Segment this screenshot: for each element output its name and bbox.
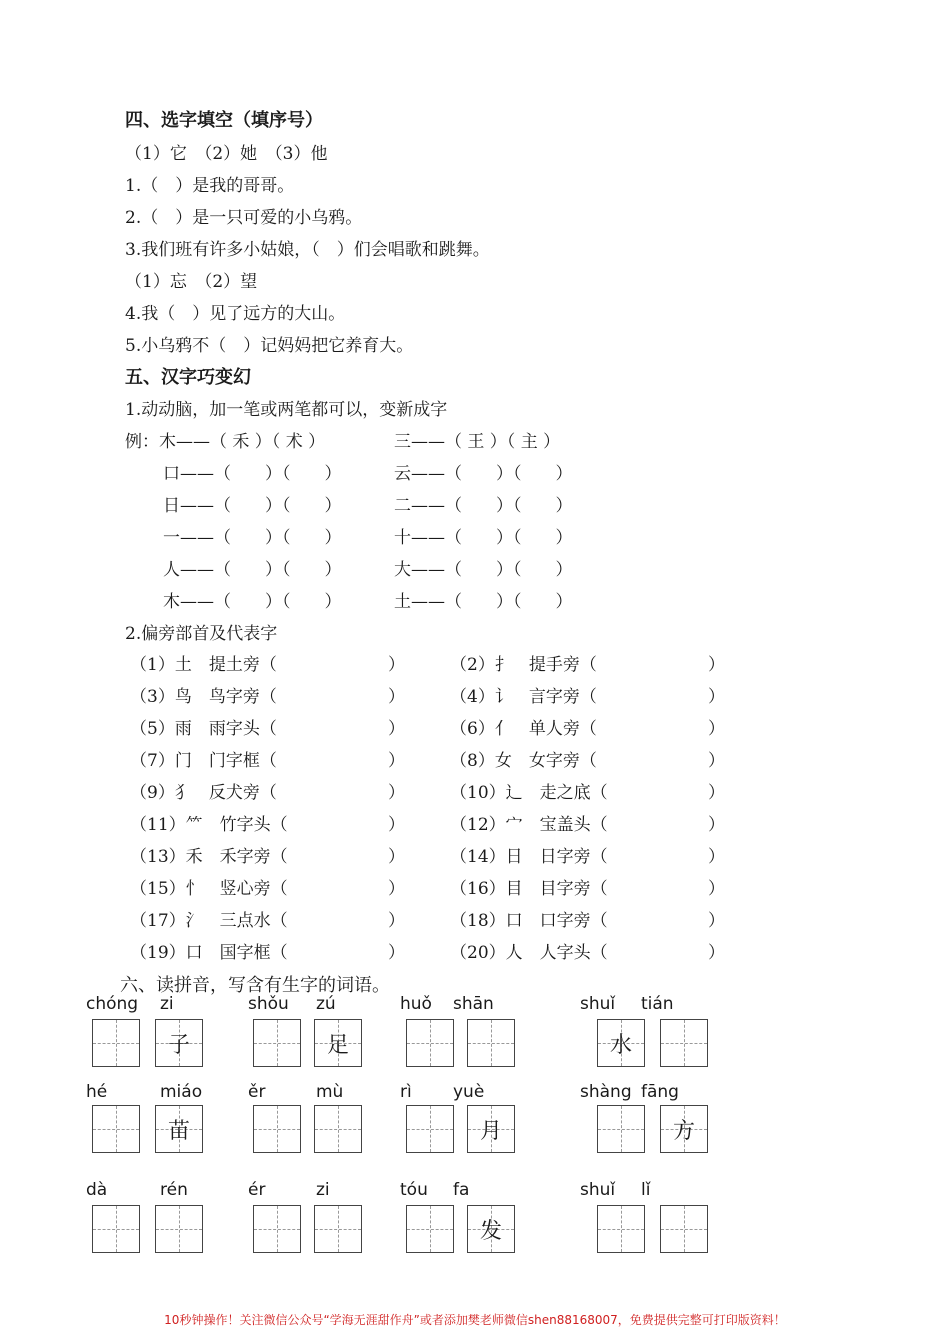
writing-box[interactable] — [660, 1019, 708, 1067]
transform-row-right: 三——（ 王 ）（ 主 ） — [394, 432, 561, 452]
question-1: 1.（ ）是我的哥哥。 — [125, 176, 295, 196]
box-char — [661, 1020, 707, 1066]
subsection-title: 2.偏旁部首及代表字 — [125, 624, 278, 644]
radical-close: ） — [388, 847, 405, 867]
pinyin-label: zú — [316, 994, 336, 1014]
pinyin-label: hé — [86, 1082, 108, 1102]
pinyin-label: yuè — [453, 1082, 485, 1102]
writing-box[interactable] — [467, 1105, 515, 1153]
question-2: 2.（ ）是一只可爱的小乌鸦。 — [125, 208, 363, 228]
pinyin-label: ěr — [248, 1082, 266, 1102]
transform-row-left: 口——（ ）（ ） — [163, 464, 342, 484]
radical-item: （1）土 提土旁（ — [130, 655, 277, 675]
radical-item: （10）辶 走之底（ — [450, 783, 608, 803]
box-char — [598, 1106, 644, 1152]
writing-box[interactable] — [597, 1019, 645, 1067]
transform-row-left: 日——（ ）（ ） — [163, 496, 342, 516]
writing-box[interactable] — [467, 1019, 515, 1067]
writing-box[interactable] — [467, 1205, 515, 1253]
transform-row-left: 人——（ ）（ ） — [163, 560, 342, 580]
writing-box[interactable] — [406, 1019, 454, 1067]
pinyin-label: huǒ — [400, 994, 432, 1014]
pinyin-label: shuǐ — [580, 1180, 616, 1200]
pinyin-label: rì — [400, 1082, 412, 1102]
radical-close: ） — [388, 943, 405, 963]
writing-box[interactable] — [314, 1205, 362, 1253]
radical-item: （16）目 目字旁（ — [450, 879, 608, 899]
radical-item: （11）⺮ 竹字头（ — [130, 815, 288, 835]
radical-item: （8）女 女字旁（ — [450, 751, 597, 771]
pinyin-label: zi — [316, 1180, 330, 1200]
box-char — [315, 1106, 361, 1152]
transform-row-left: 一——（ ）（ ） — [163, 528, 342, 548]
pinyin-label: lǐ — [641, 1180, 651, 1200]
box-char — [254, 1206, 300, 1252]
pinyin-label: tóu — [400, 1180, 428, 1200]
question-3: 3.我们班有许多小姑娘，（ ）们会唱歌和跳舞。 — [125, 240, 490, 260]
radical-close: ） — [708, 655, 725, 675]
box-char — [407, 1206, 453, 1252]
transform-row-right: 土——（ ）（ ） — [394, 592, 573, 612]
writing-box[interactable] — [155, 1205, 203, 1253]
radical-close: ） — [388, 687, 405, 707]
writing-box[interactable] — [253, 1105, 301, 1153]
radical-item: （14）日 日字旁（ — [450, 847, 608, 867]
box-char: 水 — [609, 1032, 632, 1058]
radical-close: ） — [388, 815, 405, 835]
radical-item: （7）门 门字框（ — [130, 751, 277, 771]
box-char: 方 — [672, 1118, 695, 1144]
pinyin-label: shàng — [580, 1082, 632, 1102]
pinyin-label: ér — [248, 1180, 266, 1200]
radical-item: （12）宀 宝盖头（ — [450, 815, 608, 835]
box-char — [407, 1020, 453, 1066]
subsection-title: 1.动动脑，加一笔或两笔都可以，变新成字 — [125, 400, 448, 420]
transform-row-right: 云——（ ）（ ） — [394, 464, 573, 484]
box-char: 发 — [479, 1218, 502, 1244]
box-char — [93, 1206, 139, 1252]
pinyin-label: miáo — [160, 1082, 203, 1102]
radical-close: ） — [388, 655, 405, 675]
section-4-title: 四、选字填空（填序号） — [125, 110, 323, 131]
transform-row-left: 例：木——（ 禾 ）（ 术 ） — [125, 432, 326, 452]
pinyin-label: shān — [453, 994, 494, 1014]
pinyin-label: shǒu — [248, 994, 289, 1014]
writing-box[interactable] — [253, 1205, 301, 1253]
transform-row-right: 大——（ ）（ ） — [394, 560, 573, 580]
box-char: 子 — [167, 1032, 190, 1058]
writing-box[interactable] — [92, 1019, 140, 1067]
transform-row-right: 十——（ ）（ ） — [394, 528, 573, 548]
section-6-title: 六、读拼音，写含有生字的词语。 — [120, 975, 390, 996]
box-char — [254, 1020, 300, 1066]
box-char — [315, 1206, 361, 1252]
writing-box[interactable] — [597, 1105, 645, 1153]
radical-item: （6）亻 单人旁（ — [450, 719, 597, 739]
box-char — [407, 1106, 453, 1152]
transform-row-left: 木——（ ）（ ） — [163, 592, 342, 612]
pinyin-label: zi — [160, 994, 174, 1014]
radical-item: （2）扌 提手旁（ — [450, 655, 597, 675]
section-5-title: 五、汉字巧变幻 — [125, 367, 251, 388]
pinyin-label: fa — [453, 1180, 470, 1200]
pinyin-label: mù — [316, 1082, 344, 1102]
writing-box[interactable] — [314, 1019, 362, 1067]
radical-close: ） — [708, 847, 725, 867]
writing-box[interactable] — [155, 1105, 203, 1153]
box-char: 月 — [479, 1118, 502, 1144]
radical-close: ） — [708, 687, 725, 707]
radical-item: （3）鸟 鸟字旁（ — [130, 687, 277, 707]
pinyin-label: rén — [160, 1180, 188, 1200]
box-char — [156, 1206, 202, 1252]
box-char — [661, 1206, 707, 1252]
writing-box[interactable] — [660, 1105, 708, 1153]
pinyin-label: fāng — [641, 1082, 679, 1102]
question-5: 5.小乌鸦不（ ）记妈妈把它养育大。 — [125, 336, 414, 356]
radical-close: ） — [388, 783, 405, 803]
writing-box[interactable] — [92, 1105, 140, 1153]
box-char: 苗 — [167, 1118, 190, 1144]
radical-item: （13）禾 禾字旁（ — [130, 847, 288, 867]
options-line: （1）它 （2）她 （3）他 — [125, 144, 328, 164]
radical-close: ） — [708, 911, 725, 931]
question-4: 4.我（ ）见了远方的大山。 — [125, 304, 346, 324]
box-char — [93, 1106, 139, 1152]
writing-box[interactable] — [660, 1205, 708, 1253]
radical-close: ） — [388, 911, 405, 931]
radical-close: ） — [708, 751, 725, 771]
box-char — [598, 1206, 644, 1252]
pinyin-label: tián — [641, 994, 674, 1014]
radical-close: ） — [708, 815, 725, 835]
writing-box[interactable] — [406, 1205, 454, 1253]
radical-close: ） — [708, 943, 725, 963]
radical-item: （5）雨 雨字头（ — [130, 719, 277, 739]
box-char — [93, 1020, 139, 1066]
writing-box[interactable] — [597, 1205, 645, 1253]
radical-close: ） — [708, 719, 725, 739]
footer-note: 10秒钟操作！关注微信公众号“学海无涯甜作舟”或者添加樊老师微信shen88168007，免费提供完整可打印版资料！ — [164, 1313, 786, 1327]
pinyin-label: shuǐ — [580, 994, 616, 1014]
radical-item: （20）人 人字头（ — [450, 943, 608, 963]
writing-box[interactable] — [314, 1105, 362, 1153]
radical-item: （9）犭 反犬旁（ — [130, 783, 277, 803]
pinyin-label: dà — [86, 1180, 108, 1200]
box-char — [254, 1106, 300, 1152]
transform-row-right: 二——（ ）（ ） — [394, 496, 573, 516]
writing-box[interactable] — [253, 1019, 301, 1067]
radical-item: （4）讠 言字旁（ — [450, 687, 597, 707]
radical-close: ） — [708, 879, 725, 899]
options-line: （1）忘 （2）望 — [125, 272, 258, 292]
radical-close: ） — [388, 879, 405, 899]
radical-item: （19）口 国字框（ — [130, 943, 288, 963]
radical-close: ） — [708, 783, 725, 803]
writing-box[interactable] — [92, 1205, 140, 1253]
box-char — [468, 1020, 514, 1066]
box-char: 足 — [326, 1032, 349, 1058]
radical-close: ） — [388, 751, 405, 771]
writing-box[interactable] — [406, 1105, 454, 1153]
radical-item: （17）氵 三点水（ — [130, 911, 288, 931]
radical-item: （15）忄 竖心旁（ — [130, 879, 288, 899]
pinyin-label: chóng — [86, 994, 139, 1014]
writing-box[interactable] — [155, 1019, 203, 1067]
radical-close: ） — [388, 719, 405, 739]
radical-item: （18）口 口字旁（ — [450, 911, 608, 931]
